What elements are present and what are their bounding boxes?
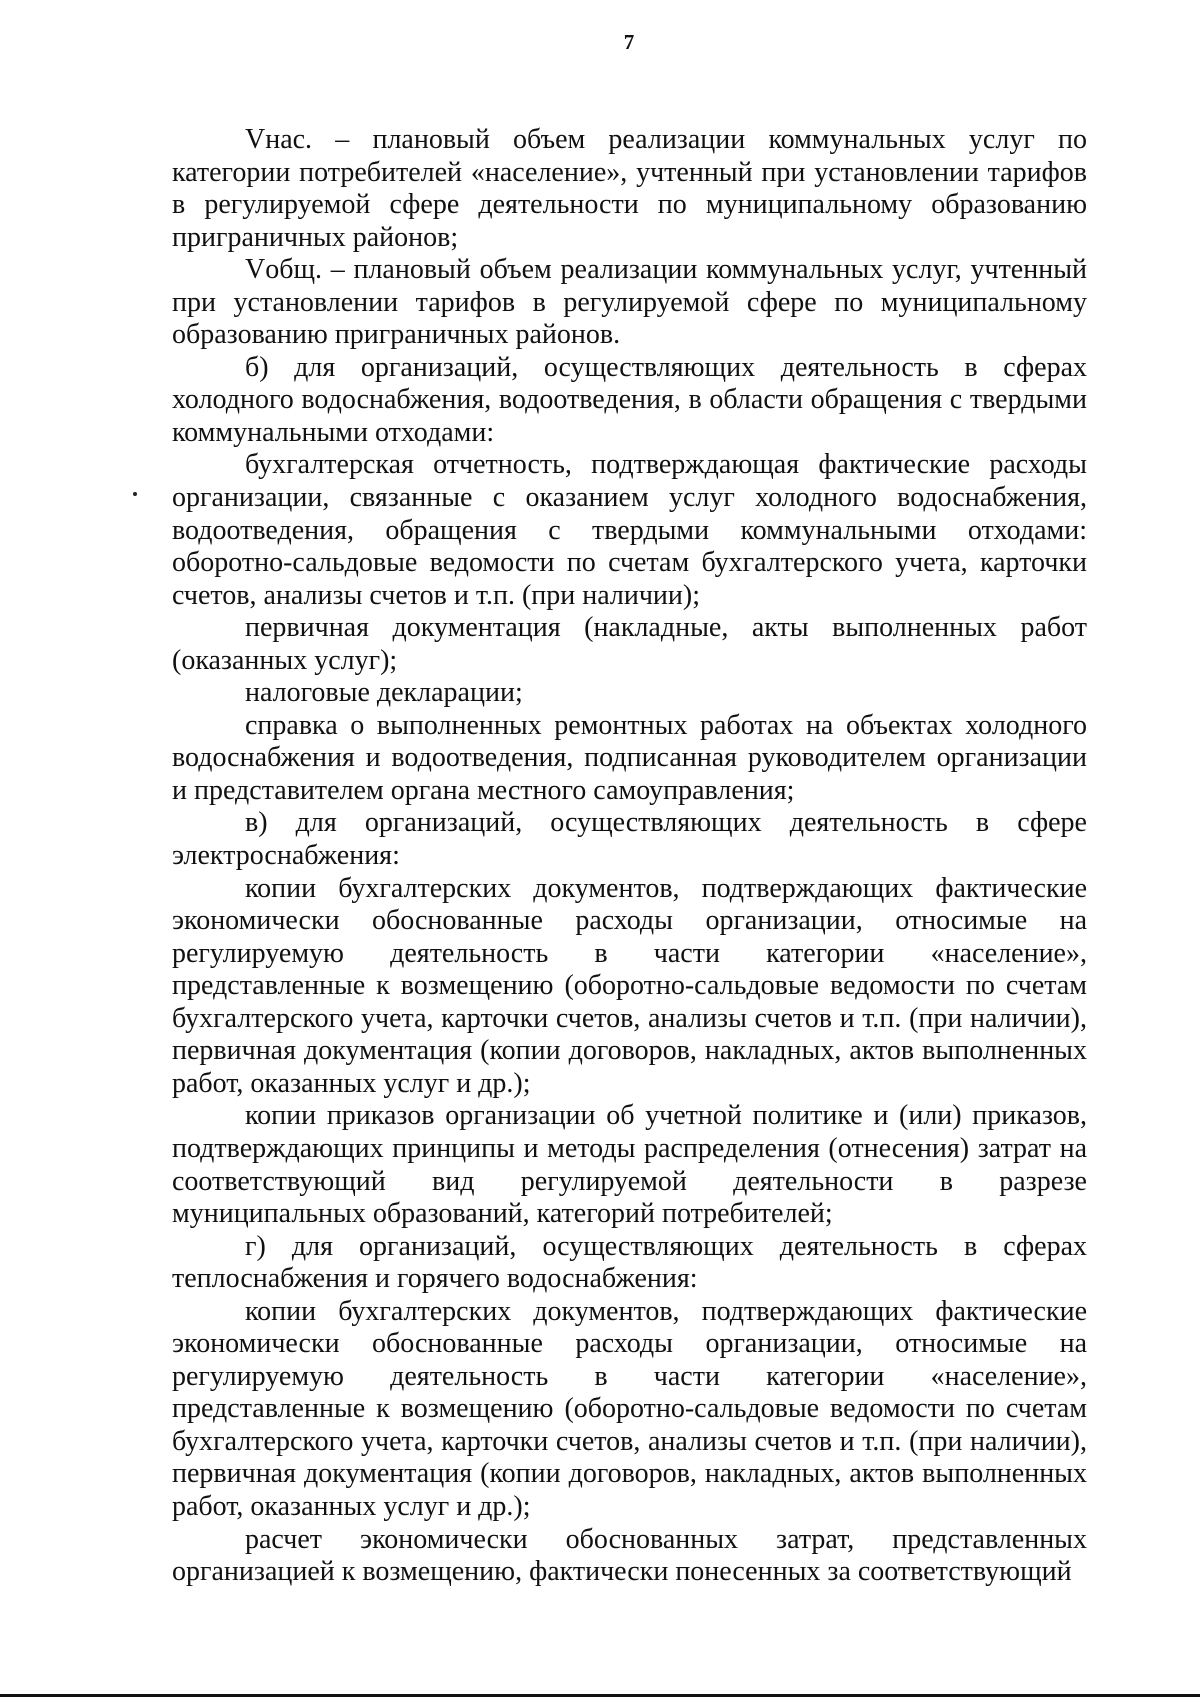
paragraph-repair-certificate: справка о выполненных ремонтных работах на объектах холодного водоснабжения и водоотведения, подписанная руководителем организации и представителем органа местного самоуправления;	[172, 709, 1087, 806]
paragraph-g-heating: г) для организаций, осуществляющих деятельность в сферах теплоснабжения и горячего водоснабжения:	[172, 1230, 1087, 1295]
paragraph-heating-accounting: копии бухгалтерских документов, подтверждающих фактические экономически обоснованные расходы организации, относимые на регулируемую деятельность в части категории «население», представленные к возмещению (оборотно-сальдовые ведомости по счетам бухгалтерского учета, карточки счетов, анализы счетов и т.п. (при наличии), первичная документация (копии договоров, накладных, актов выполненных работ, оказанных услуг и др.);	[172, 1295, 1087, 1522]
scan-artifact-dot	[133, 492, 137, 496]
paragraph-electricity-accounting: копии бухгалтерских документов, подтверждающих фактические экономически обоснованные расходы организации, относимые на регулируемую деятельность в части категории «население», представленные к возмещению (оборотно-сальдовые ведомости по счетам бухгалтерского учета, карточки счетов, анализы счетов и т.п. (при наличии), первичная документация (копии договоров, накладных, актов выполненных работ, оказанных услуг и др.);	[172, 872, 1087, 1099]
paragraph-v-electricity: в) для организаций, осуществляющих деятельность в сфере электроснабжения:	[172, 807, 1087, 872]
paragraph-accounting-reports: бухгалтерская отчетность, подтверждающая фактические расходы организации, связанные с оказанием услуг холодного водоснабжения, водоотведения, обращения с твердыми коммунальными отходами: оборотно-сальдовые ведомости по счетам бухгалтерского учета, карточки счетов, анализы счетов и т.п. (при наличии);	[172, 449, 1087, 611]
paragraph-v-obsh: Vобщ. – плановый объем реализации коммунальных услуг, учтенный при установлении тарифов в регулируемой сфере по муниципальному образованию приграничных районов.	[172, 254, 1087, 351]
paragraph-tax-declarations: налоговые декларации;	[245, 677, 523, 709]
paragraph-b-water: б) для организаций, осуществляющих деятельность в сферах холодного водоснабжения, водоотведения, в области обращения с твердыми коммунальными отходами:	[172, 351, 1087, 448]
paragraph-accounting-policy: копии приказов организации об учетной политике и (или) приказов, подтверждающих принципы и методы распределения (отнесения) затрат на соответствующий вид регулируемой деятельности в разрезе муниципальных образований, категорий потребителей;	[172, 1100, 1087, 1230]
page-number: 7	[623, 30, 635, 54]
paragraph-v-nas: Vнас. – плановый объем реализации коммунальных услуг по категории потребителей «население», учтенный при установлении тарифов в регулируемой сфере деятельности по муниципальному образованию приграничных районов;	[172, 124, 1087, 253]
document-body	[172, 124, 1087, 1589]
paragraph-primary-docs: первичная документация (накладные, акты выполненных работ (оказанных услуг);	[172, 612, 1087, 676]
paragraph-cost-calculation: расчет экономически обоснованных затрат, представленных организацией к возмещению, фактически понесенных за соответствующий	[172, 1523, 1087, 1588]
